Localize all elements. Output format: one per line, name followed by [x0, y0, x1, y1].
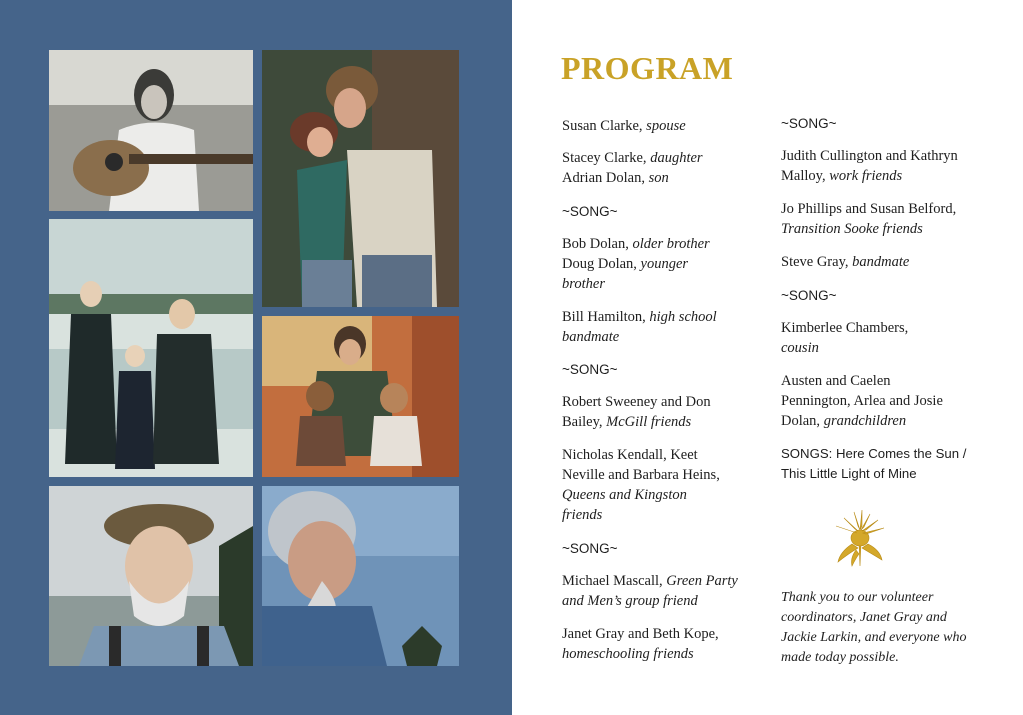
song-marker: ~SONG~ — [781, 288, 837, 303]
program-page — [512, 0, 1023, 715]
gold-thistle-icon — [832, 508, 888, 570]
thank-you-note: Thank you to our volunteer coordinators, Janet Gray and Jackie Larkin, and everyone who made today possible. — [781, 590, 967, 665]
participant-name: Janet Gray and Beth Kope, — [562, 626, 719, 642]
program-entry — [781, 371, 959, 431]
program-entry — [781, 318, 931, 358]
participant-name: Adrian Dolan, — [562, 170, 649, 186]
participant-name: Nicholas Kendall, Keet Neville and Barbara Heins, — [562, 447, 720, 483]
photo-couple-hug — [262, 50, 459, 307]
program-entry — [781, 199, 986, 239]
program-entry — [562, 307, 742, 347]
participant-role: bandmate — [852, 254, 910, 270]
program-entry — [562, 148, 752, 168]
program-entry — [562, 234, 752, 254]
participant-role: grandchildren — [823, 413, 907, 429]
participant-name: Kimberlee Chambers, — [781, 320, 909, 336]
closing-songs: SONGS: Here Comes the Sun / This Little Light of Mine — [781, 446, 967, 481]
participant-name: Bob Dolan, — [562, 236, 633, 252]
participant-role: son — [648, 170, 669, 186]
participant-role: cousin — [781, 340, 819, 356]
photo-man-in-hat — [49, 486, 253, 666]
participant-role: Transition Sooke friends — [781, 221, 923, 237]
program-entry — [562, 571, 752, 611]
photo-three-boys-ferry — [49, 219, 253, 477]
photo-guitar-player — [49, 50, 253, 211]
song-marker: ~SONG~ — [562, 362, 618, 377]
song-marker: ~SONG~ — [562, 541, 618, 556]
program-entry — [562, 254, 722, 294]
participant-role: Green Party and Men’s group friend — [562, 573, 738, 609]
participant-role: homeschooling friends — [562, 646, 694, 662]
program-entry — [562, 168, 752, 188]
song-marker: ~SONG~ — [781, 116, 837, 131]
program-entry — [781, 252, 991, 272]
participant-role: Queens and Kingston friends — [562, 487, 687, 523]
program-entry — [562, 624, 737, 664]
participant-name: Robert Sweeney and Don Bailey, — [562, 394, 711, 430]
participant-role: younger brother — [562, 256, 689, 292]
program-entry — [562, 392, 734, 432]
participant-name: Bill Hamilton, — [562, 309, 650, 325]
song-marker: ~SONG~ — [562, 204, 618, 219]
participant-role: spouse — [646, 118, 686, 134]
participant-name: Doug Dolan, — [562, 256, 641, 272]
participant-name: Judith Cullington and Kathryn Malloy, — [781, 148, 958, 184]
participant-name: Jo Phillips and Susan Belford, — [781, 201, 957, 217]
participant-role: work friends — [829, 168, 903, 184]
participant-role: McGill friends — [606, 414, 692, 430]
participant-name: Austen and Caelen Pennington, Arlea and Josie Dolan, — [781, 373, 943, 429]
photo-father-with-children — [262, 316, 459, 477]
participant-role: daughter — [650, 150, 703, 166]
program-entry — [562, 445, 727, 525]
participant-name: Steve Gray, — [781, 254, 853, 270]
participant-name: Susan Clarke, — [562, 118, 647, 134]
participant-name: Michael Mascall, — [562, 573, 667, 589]
participant-name: Stacey Clarke, — [562, 150, 651, 166]
participant-role: high school bandmate — [562, 309, 717, 345]
program-entry — [562, 116, 752, 136]
photo-man-profile — [262, 486, 459, 666]
participant-role: older brother — [632, 236, 710, 252]
program-title: PROGRAM — [561, 50, 734, 86]
program-entry — [781, 146, 981, 186]
